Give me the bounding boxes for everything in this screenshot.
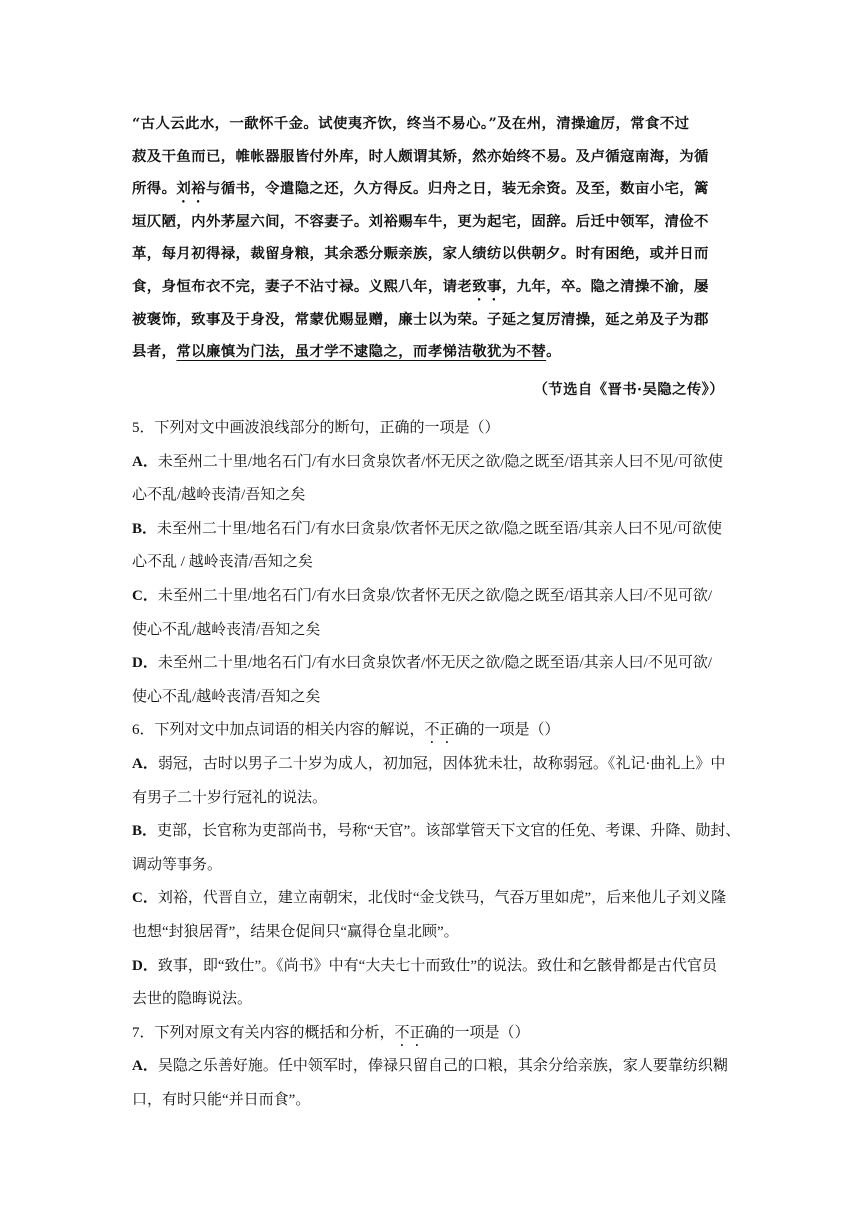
- question-5-option-a-cont: 心不乱/越岭丧清/吾知之矣: [132, 487, 306, 504]
- passage-text-span: 食，身恒布衣不完，妻子不沾寸禄。义熙八年，请老: [132, 277, 473, 295]
- question-6-option-a-cont: 有男子二十岁行冠礼的说法。: [132, 789, 328, 806]
- passage-line: “古人云此水，一歃怀千金。试使夷齐饮，终当不易心。”及在州，清操逾厉，常食不过: [132, 115, 690, 132]
- option-label: B．: [132, 823, 158, 840]
- passage-text-span: ，九年，卒。隐之清操不渝，屡: [501, 277, 709, 295]
- passage-line-last: [132, 336, 730, 369]
- option-text: 刘裕，代晋自立，建立南朝宋，北伐时“金戈铁马，气吞万里如虎”，后来他儿子刘义隆: [157, 890, 727, 907]
- passage-text-span: 。: [546, 343, 561, 361]
- option-text: 未至州二十里/地名石门/有水曰贪泉/饮者怀无厌之欲/隐之既至语/其亲人曰不见/可欲使: [157, 520, 723, 537]
- option-label: A．: [132, 755, 158, 772]
- option-label: D．: [132, 957, 158, 974]
- option-text: 吴隐之乐善好施。任中领军时，俸禄只留自己的口粮，其余分给亲族，家人要靠纺织糊: [157, 1058, 728, 1075]
- stem-text: 6．下列对文中加点词语的相关内容的解说，: [132, 722, 425, 739]
- question-6-option-b-cont: 调动等事务。: [132, 856, 223, 873]
- option-text: 未至州二十里/地名石门/有水曰贪泉/饮者怀无厌之欲/隐之既至/语其亲人曰/不见可欲/: [157, 587, 713, 604]
- passage-line: 被褒饰，致事及于身没，常蒙优赐显赠，廉士以为荣。子延之复厉清操，延之弟及子为郡: [132, 310, 709, 328]
- question-5-option-d: [132, 647, 732, 681]
- passage-line: 垣仄陋，内外茅屋六间，不容妻子。刘裕赐车牛，更为起宅，固辞。后迁中领军，清俭不: [132, 212, 709, 230]
- passage-text: [132, 108, 730, 369]
- passage-text-span: 所得。: [132, 180, 177, 198]
- question-5-option-c: [132, 580, 732, 614]
- option-label: B．: [132, 520, 158, 537]
- option-label: C．: [132, 890, 158, 907]
- dotted-word: 不正: [394, 1024, 425, 1041]
- question-5-option-b: [132, 513, 732, 547]
- passage-source: （节选自《晋书·吴隐之传》）: [533, 381, 724, 398]
- option-label: C．: [132, 587, 158, 604]
- question-7-option-a-cont: 口，有时只能“并日而食”。: [132, 1091, 311, 1108]
- passage-line: [132, 271, 730, 304]
- question-7-option-a: [132, 1050, 732, 1084]
- question-6-option-b: [132, 815, 741, 849]
- option-text: 吏部，长官称为吏部尚书，号称“天官”。该部掌管天下文官的任免、考课、升降、勋封、: [157, 823, 741, 840]
- option-text: 弱冠，古时以男子二十岁为成人，初加冠，因体犹未壮，故称弱冠。《礼记·曲礼上》中: [157, 755, 726, 772]
- question-5-stem: 5．下列对文中画波浪线部分的断句，正确的一项是（）: [132, 420, 500, 436]
- stem-text: 7．下列对原文有关内容的概括和分析，: [132, 1024, 395, 1041]
- question-6-option-a: [132, 748, 732, 782]
- question-6-option-c-cont: 也想“封狼居胥”，结果仓促间只“赢得仓皇北顾”。: [132, 923, 459, 940]
- option-label: D．: [132, 655, 158, 672]
- stem-text: 确的一项是（）: [424, 1024, 530, 1041]
- dotted-word: 致事: [472, 277, 502, 295]
- question-5-option-b-cont: 心不乱 / 越岭丧清/吾知之矣: [132, 554, 313, 571]
- question-6-option-c: [132, 882, 732, 916]
- question-6-option-d: [132, 950, 732, 984]
- passage-text-span: 与循书，令遣隐之还，久方得反。归舟之日，装无余资。及至，数亩小宅，篱: [205, 180, 709, 198]
- option-text: 未至州二十里/地名石门/有水曰贪泉饮者/怀无厌之欲/隐之既至语/其亲人曰/不见可欲/: [157, 655, 713, 672]
- passage-text-span: 县者，: [132, 343, 177, 361]
- passage-line: [132, 173, 730, 206]
- stem-text: 确的一项是（）: [454, 722, 560, 739]
- option-text: 未至州二十里/地名石门/有水曰贪泉饮者/怀无厌之欲/隐之既至/语其亲人曰不见/可欲使: [157, 453, 723, 470]
- question-7-stem: [132, 1017, 732, 1051]
- passage-line: 菽及干鱼而已，帷帐器服皆付外库，时人颇谓其矫，然亦始终不易。及卢循寇南海，为循: [132, 147, 709, 165]
- dotted-word: 不正: [424, 722, 455, 739]
- option-text: 致事，即“致仕”。《尚书》中有“大夫七十而致仕”的说法。致仕和乞骸骨都是古代官员: [157, 957, 717, 974]
- dotted-word: 刘裕: [176, 180, 206, 198]
- questions: [132, 412, 741, 1117]
- question-5-option-d-cont: 使心不乱/越岭丧清/吾知之矣: [132, 688, 321, 705]
- question-6-option-d-cont: 去世的隐晦说法。: [132, 991, 253, 1008]
- passage-line: 革，每月初得禄，裁留身粮，其余悉分赈亲族，家人绩纺以供朝夕。时有困绝，或并日而: [132, 245, 709, 263]
- question-5-option-a: [132, 446, 732, 480]
- option-label: A．: [132, 453, 158, 470]
- question-6-stem: [132, 714, 732, 748]
- question-5-option-c-cont: 使心不乱/越岭丧清/吾知之矣: [132, 621, 321, 638]
- underlined-sentence: 常以廉慎为门法，虽才学不逮隐之，而孝悌洁敬犹为不替: [176, 343, 547, 361]
- option-label: A．: [132, 1058, 158, 1075]
